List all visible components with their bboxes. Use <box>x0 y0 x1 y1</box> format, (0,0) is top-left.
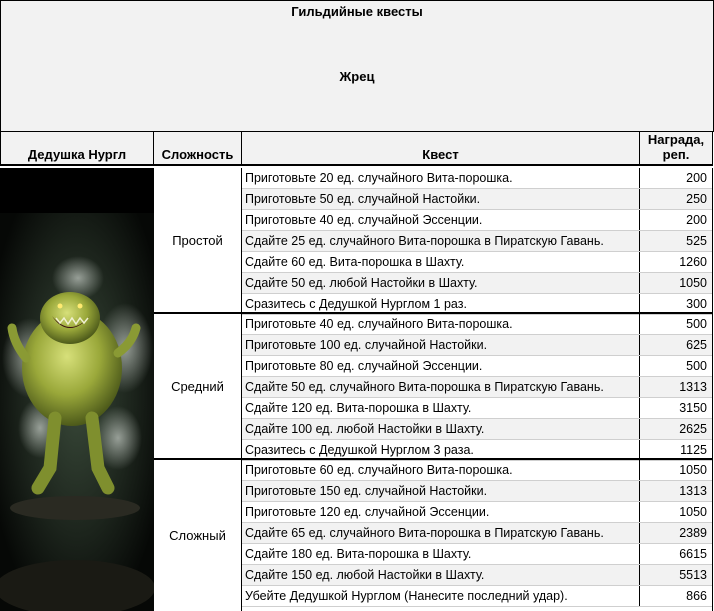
quest-cell: Приготовьте 40 ед. случайной Эссенции. <box>242 210 640 230</box>
table-row <box>242 481 713 502</box>
header-boss: Дедушка Нургл <box>0 132 154 166</box>
boss-portrait-art <box>0 168 154 611</box>
reward-cell: 200 <box>640 210 713 230</box>
table-row <box>242 377 713 398</box>
boss-portrait-image <box>0 168 154 611</box>
reward-cell: 250 <box>640 189 713 209</box>
reward-cell: 866 <box>640 586 713 606</box>
quest-cell: Приготовьте 50 ед. случайной Настойки. <box>242 189 640 209</box>
quest-cell: Сразитесь с Дедушкой Нурглом 3 раза. <box>242 440 640 460</box>
quest-cell: Приготовьте 60 ед. случайного Вита-порошка. <box>242 460 640 480</box>
table-row <box>242 273 713 294</box>
reward-cell: 625 <box>640 335 713 355</box>
reward-cell: 1050 <box>640 502 713 522</box>
table-row <box>242 189 713 210</box>
quest-cell: Сдайте 50 ед. случайного Вита-порошка в Пиратскую Гавань. <box>242 377 640 397</box>
reward-cell: 3150 <box>640 398 713 418</box>
table-row <box>242 398 713 419</box>
difficulty-cell: Простой <box>154 168 242 312</box>
reward-cell: 500 <box>640 314 713 334</box>
quest-cell: Сдайте 180 ед. Вита-порошка в Шахту. <box>242 544 640 564</box>
quest-cell: Сдайте 150 ед. любой Настойки в Шахту. <box>242 565 640 585</box>
reward-cell: 5513 <box>640 565 713 585</box>
reward-cell: 300 <box>640 294 713 314</box>
reward-cell: 2389 <box>640 523 713 543</box>
reward-cell: 2625 <box>640 419 713 439</box>
quest-cell: Приготовьте 100 ед. случайной Настойки. <box>242 335 640 355</box>
quest-cell: Приготовьте 120 ед. случайной Эссенции. <box>242 502 640 522</box>
table-right-border <box>712 168 713 611</box>
header-difficulty: Сложность <box>154 132 242 166</box>
table-row <box>242 586 713 607</box>
quest-cell: Сдайте 50 ед. любой Настойки в Шахту. <box>242 273 640 293</box>
reward-cell: 1313 <box>640 377 713 397</box>
reward-cell: 1313 <box>640 481 713 501</box>
table-row <box>242 210 713 231</box>
quest-cell: Сразитесь с Дедушкой Нурглом 1 раз. <box>242 294 640 314</box>
quest-cell: Сдайте 60 ед. Вита-порошка в Шахту. <box>242 252 640 272</box>
table-row <box>242 314 713 335</box>
reward-cell: 6615 <box>640 544 713 564</box>
table-title: Гильдийные квесты <box>0 0 714 23</box>
table-row <box>242 419 713 440</box>
header-reward: Награда, реп. <box>640 132 713 166</box>
quest-cell: Убейте Дедушкой Нурглом (Нанесите последний удар). <box>242 586 640 606</box>
quest-cell: Сдайте 25 ед. случайного Вита-порошка в Пиратскую Гавань. <box>242 231 640 251</box>
quest-cell: Приготовьте 150 ед. случайной Настойки. <box>242 481 640 501</box>
table-row <box>242 565 713 586</box>
table-row <box>242 168 713 189</box>
reward-cell: 1260 <box>640 252 713 272</box>
quest-cell: Сдайте 65 ед. случайного Вита-порошка в Пиратскую Гавань. <box>242 523 640 543</box>
table-row <box>242 523 713 544</box>
quest-cell: Сдайте 100 ед. любой Настойки в Шахту. <box>242 419 640 439</box>
table-row <box>242 460 713 481</box>
reward-cell: 525 <box>640 231 713 251</box>
table-row <box>242 502 713 523</box>
table-row <box>242 252 713 273</box>
reward-cell: 200 <box>640 168 713 188</box>
class-name: Жрец <box>0 22 714 132</box>
reward-cell: 500 <box>640 356 713 376</box>
table-row <box>242 356 713 377</box>
reward-cell: 1050 <box>640 460 713 480</box>
table-row <box>242 544 713 565</box>
reward-cell: 1050 <box>640 273 713 293</box>
table-row <box>242 231 713 252</box>
quest-cell: Сдайте 120 ед. Вита-порошка в Шахту. <box>242 398 640 418</box>
table-row <box>242 335 713 356</box>
difficulty-cell: Средний <box>154 314 242 458</box>
header-quest: Квест <box>242 132 640 166</box>
quest-cell: Приготовьте 20 ед. случайного Вита-порошка. <box>242 168 640 188</box>
quest-cell: Приготовьте 40 ед. случайного Вита-порошка. <box>242 314 640 334</box>
quest-cell: Приготовьте 80 ед. случайной Эссенции. <box>242 356 640 376</box>
difficulty-cell: Сложный <box>154 460 242 611</box>
reward-cell: 1125 <box>640 440 713 460</box>
